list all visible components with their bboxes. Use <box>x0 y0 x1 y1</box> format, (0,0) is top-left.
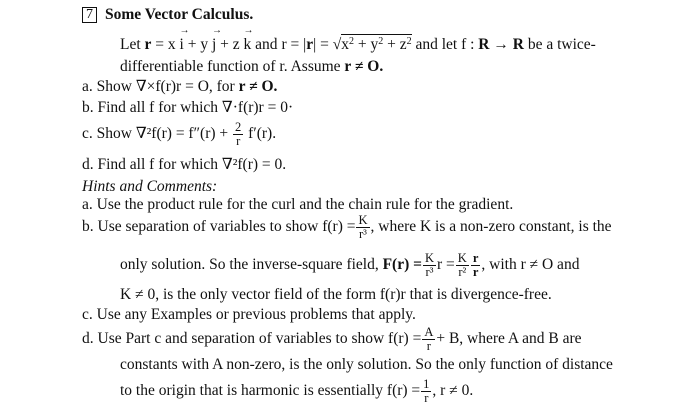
problem-number: 7 <box>82 7 97 23</box>
r-magnitude: $r = |r| = √x^2 + y^2 + z^2$ <box>281 36 412 53</box>
hint-d-fraction-2: $\frac{1}{r}$ <box>423 377 430 406</box>
part-c-math-left: ∇²f(r) = f″(r) + <box>135 125 229 143</box>
hint-d-text-1: d. Use Part c and separation of variables to show <box>82 330 385 348</box>
intro-let: Let <box>120 36 141 53</box>
hint-b-line-3: K ≠ 0, is the only vector field of the form f(r)r that is divergence-free. <box>120 286 552 303</box>
intro-twice: be a twice- <box>527 36 596 53</box>
hint-b-line-1 <box>82 214 612 241</box>
hint-d-line-2: constants with A non-zero, is the only solution. So the only function of distance <box>120 356 613 373</box>
intro-line-2-text: differentiable function of r. Assume <box>120 58 341 75</box>
hint-b-line-2 <box>120 252 579 279</box>
hint-d-math-3: f(r) = <box>386 382 421 400</box>
hint-a: a. Use the product rule for the curl and the chain rule for the gradient. <box>82 196 514 213</box>
hint-b-field: F(r) = <box>382 256 422 274</box>
part-d-label: d. Find all f for which <box>82 156 219 173</box>
part-a-math: ∇×f(r)r = O, <box>135 78 213 95</box>
hint-b-text-1: b. Use separation of variables to show <box>82 218 319 236</box>
hint-d-text-1-end: + B, where A and B are <box>436 330 582 348</box>
part-c <box>82 121 276 148</box>
intro-line-2 <box>120 58 383 75</box>
part-c-math-right: f′(r). <box>248 125 277 143</box>
f-mapping: f : R → R <box>461 36 524 53</box>
problem-title: Some Vector Calculus. <box>105 6 254 23</box>
part-b-label: b. Find all f for which <box>82 99 219 116</box>
hint-b-fraction-2: $\frac{K}{\text{r³}}$ <box>424 251 435 280</box>
hint-b-text-2-end: , with r ≠ O and <box>481 256 580 274</box>
part-c-label: c. Show <box>82 125 132 143</box>
hint-d-line-3 <box>120 378 473 405</box>
hint-b-text-2: only solution. So the inverse-square field, <box>120 256 379 274</box>
part-a <box>82 78 277 95</box>
hint-d-line-1 <box>82 326 582 353</box>
part-b-math: ∇·f(r)r = 0· <box>221 99 294 116</box>
hint-d-text-3-end: , r ≠ 0. <box>432 382 474 400</box>
intro-line-1 <box>120 36 596 53</box>
assumption: r ≠ O. <box>344 58 384 75</box>
hint-b-fraction-3: $\frac{K}{\text{r²}}$ <box>457 251 467 280</box>
hint-b-text-1-end: , where K is a non-zero constant, is the <box>370 218 612 236</box>
hint-d-fraction-1: $\frac{A}{r}$ <box>424 325 434 354</box>
part-b <box>82 99 293 116</box>
intro-and: and <box>255 36 278 53</box>
part-d <box>82 156 286 173</box>
hints-heading: Hints and Comments: <box>82 178 218 195</box>
hint-b-fraction-4: $\frac{r}{r}$ <box>472 251 479 280</box>
hint-d-text-3: to the origin that is harmonic is essentially <box>120 382 384 400</box>
r-definition: r = x → i + y → j + z → k <box>145 36 252 53</box>
hint-b-r-equals: r = <box>437 256 455 274</box>
part-a-condition: r ≠ O. <box>238 78 278 95</box>
part-c-fraction: $\frac{2}{r}$ <box>235 120 242 149</box>
intro-and-let: and let <box>415 36 458 53</box>
hint-d-math-1: f(r) = <box>388 330 422 348</box>
part-a-label: a. Show <box>82 78 132 95</box>
hint-c: c. Use any Examples or previous problems that apply. <box>82 306 416 323</box>
hint-b-fraction-1: $\frac{K}{\text{r³}}$ <box>358 213 368 242</box>
part-d-math: ∇²f(r) = 0. <box>221 156 287 173</box>
problem-header <box>82 6 253 23</box>
hint-b-math-1: f(r) = <box>322 218 356 236</box>
part-a-for: for <box>216 78 235 95</box>
